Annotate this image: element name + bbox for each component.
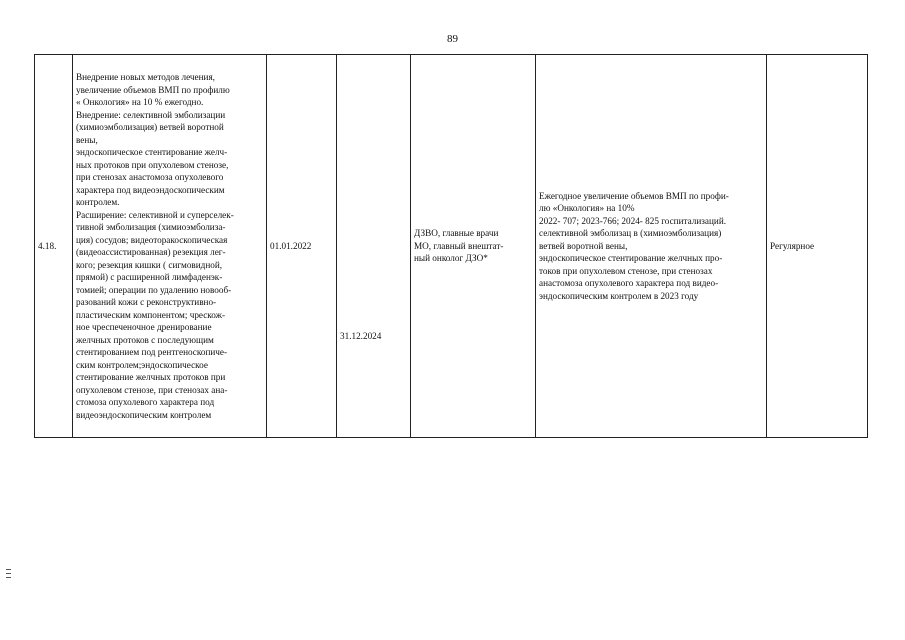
description-line: Расширение: селективной и суперселек-	[76, 209, 234, 220]
description-line: контролем.	[76, 197, 120, 207]
end-date: 31.12.2024	[340, 330, 382, 341]
description-line: характера под видеоэндоскопическим	[76, 184, 225, 195]
table-row	[35, 55, 868, 438]
row-number-cell	[35, 55, 73, 438]
description-line: « Онкология» на 10 % ежегодно.	[76, 97, 204, 107]
page-number: 89	[447, 33, 458, 45]
frequency-cell	[767, 55, 868, 438]
description-line: желчных протоков с последующим	[76, 334, 214, 345]
start-date: 01.01.2022	[270, 240, 312, 251]
description-line: при стенозах анастомоза опухолевого	[76, 172, 224, 182]
result-line: 2022- 707; 2023-766; 2024- 825 госпитализаций.	[539, 215, 727, 226]
description-line: видеоэндоскопическим контролем	[76, 409, 212, 420]
result-line: ветвей воротной вены,	[539, 240, 628, 251]
description-cell	[73, 55, 267, 438]
result-line: токов при опухолевом стенозе, при стенозах	[539, 265, 713, 276]
result-line: эндоскопическое стентирование желчных про-	[539, 253, 723, 264]
description-line: увеличение объемов ВМП по профилю	[76, 84, 230, 95]
description-line: пластическим компонентом; чрескож-	[76, 309, 226, 320]
result-line: селективной эмболизац в (химиоэмболизация)	[539, 228, 722, 239]
description-line: кого; резекция кишки ( сигмовидной,	[76, 259, 223, 270]
result-line: лю «Онкология» на 10%	[539, 203, 635, 214]
description-line: эндоскопическое стентирование желч-	[76, 147, 228, 157]
margin-mark	[6, 569, 11, 581]
description-line: тивной эмболизация (химиоэмболиза-	[76, 222, 226, 232]
description-line: Внедрение новых методов лечения,	[76, 72, 215, 82]
result-line: анастомоза опухолевого характера под видео-	[539, 278, 719, 289]
description-line: (видеоассистированная) резекция лег-	[76, 247, 226, 257]
result-line: Ежегодное увеличение объемов ВМП по профи-	[539, 190, 729, 201]
responsible-line: ДЗВО, главные врачи	[414, 228, 499, 239]
description-line: стентирование желчных протоков при	[76, 372, 226, 382]
description-line: разований кожи с реконструктивно-	[76, 297, 217, 307]
description-line: томией; операции по удалению новооб-	[76, 284, 232, 295]
result-text	[539, 190, 763, 303]
description-line: вены,	[76, 134, 98, 145]
responsible-text	[414, 227, 532, 265]
description-line: опухолевом стенозе, при стенозах ана-	[76, 384, 228, 395]
responsible-line: ный онколог ДЗО*	[414, 253, 488, 264]
description-text	[76, 71, 263, 421]
start-date-cell	[267, 55, 337, 438]
result-cell	[536, 55, 767, 438]
row-number: 4.18.	[38, 240, 57, 251]
description-line: стомоза опухолевого характера под	[76, 397, 215, 407]
frequency: Регулярное	[770, 240, 815, 251]
description-line: (химиоэмболизация) ветвей воротной	[76, 122, 224, 132]
end-date-cell	[337, 55, 411, 438]
description-line: Внедрение: селективной эмболизации	[76, 109, 226, 120]
responsible-cell	[411, 55, 536, 438]
description-line: ное чреспеченочное дренирование	[76, 322, 212, 332]
description-line: ция) сосудов; видеоторакоскопическая	[76, 234, 228, 245]
result-line: эндоскопическим контролем в 2023 году	[539, 290, 699, 301]
responsible-line: МО, главный внештат-	[414, 240, 504, 251]
description-line: ским контролем;эндоскопическое	[76, 359, 208, 370]
description-line: стентированием под рентгеноскопиче-	[76, 347, 228, 357]
description-line: прямой) с расширенной лимфаденэк-	[76, 272, 223, 282]
description-line: ных протоков при опухолевом стенозе,	[76, 159, 229, 170]
plan-table	[34, 54, 868, 438]
